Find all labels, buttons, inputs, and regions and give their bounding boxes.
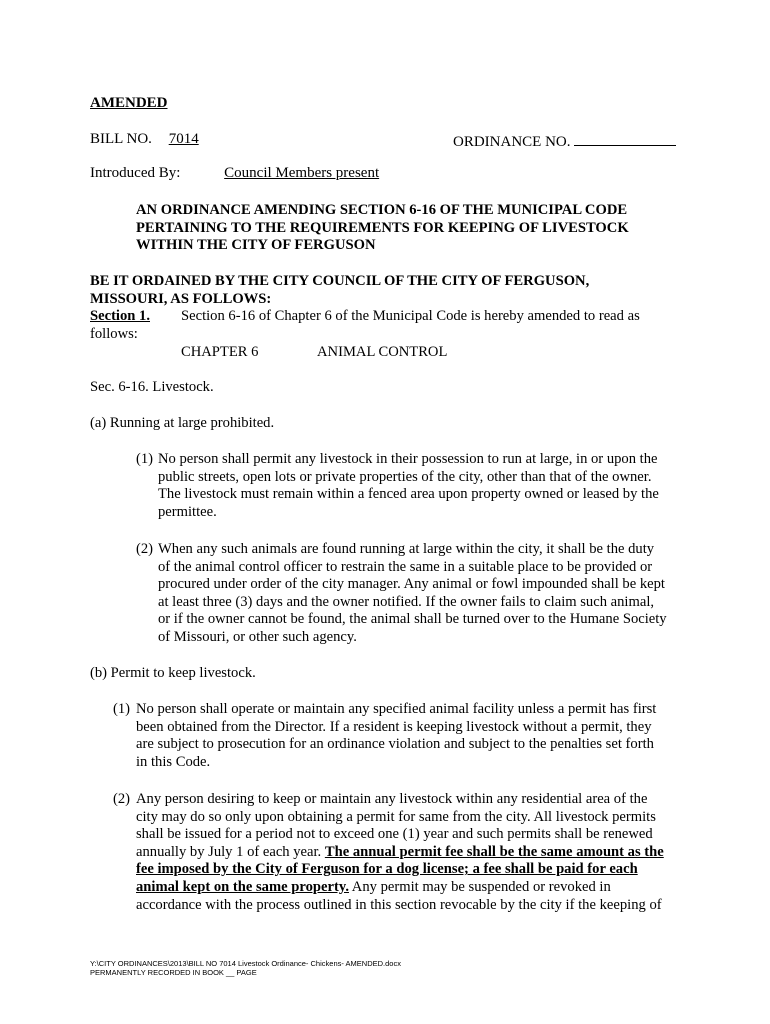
- paragraph-line: No person shall permit any livestock in their possession to run at large, in or upon the: [158, 451, 658, 467]
- subsection-b-item-2: [136, 791, 664, 914]
- bill-label: BILL NO.: [90, 131, 152, 147]
- ordained-clause: [90, 273, 589, 308]
- item-number: (2): [136, 541, 154, 557]
- subsection-a-heading: (a) Running at large prohibited.: [90, 415, 275, 431]
- footer-file-path: Y:\CITY ORDINANCES\2013\BILL NO 7014 Livestock Ordinance- Chickens- AMENDED.docx: [90, 959, 401, 968]
- footer-recorded: PERMANENTLY RECORDED IN BOOK __ PAGE: [90, 968, 257, 977]
- amendment-text: animal kept on the same property.: [136, 878, 349, 895]
- ordinance-title: [136, 202, 629, 255]
- title-line: WITHIN THE CITY OF FERGUSON: [136, 237, 376, 253]
- paragraph-line: city may do so only upon obtaining a permit for same from the city. All livestock permits: [136, 808, 656, 825]
- chapter-number: CHAPTER 6: [181, 344, 259, 360]
- ordinance-number-blank: [574, 131, 676, 146]
- item-number: (1): [136, 451, 154, 467]
- paragraph-line: in this Code.: [136, 753, 211, 770]
- paragraph-line: or if the owner cannot be found, the animal shall be turned over to the Humane Society: [158, 611, 667, 628]
- bill-number: 7014: [168, 131, 199, 147]
- ordinance-label: ORDINANCE NO.: [453, 134, 571, 150]
- paragraph-line: Any person desiring to keep or maintain any livestock within any residential area of the: [136, 791, 648, 807]
- ordained-line: BE IT ORDAINED BY THE CITY COUNCIL OF THE CITY OF FERGUSON,: [90, 273, 590, 289]
- ordinance-number-line: [453, 131, 676, 151]
- item-number: (1): [113, 701, 131, 717]
- paragraph-line: shall be issued for a period not to exceed one (1) year and such permits shall be renewed: [136, 826, 653, 843]
- paragraph-line: The livestock must remain within a fenced area upon property owned or leased by the: [158, 486, 659, 503]
- title-line: PERTAINING TO THE REQUIREMENTS FOR KEEPING OF LIVESTOCK: [136, 219, 629, 236]
- section-1-label: Section 1.: [90, 308, 150, 324]
- subsection-b-heading: (b) Permit to keep livestock.: [90, 665, 256, 681]
- paragraph-line: of the animal control officer to restrain the same in a suitable place to be provided or: [158, 558, 653, 575]
- paragraph-line: [136, 844, 664, 862]
- paragraph-line: at least three (3) days and the owner notified. If the owner fails to claim such animal,: [158, 593, 655, 610]
- paragraph-line: are subject to prosecution for an ordinance violation and subject to the penalties set forth: [136, 736, 654, 753]
- amended-heading: AMENDED: [90, 95, 168, 111]
- plain-text: annually by July 1 of each year.: [136, 843, 325, 860]
- subsection-b-item-1: [136, 701, 656, 771]
- section-1-text: Section 6-16 of Chapter 6 of the Municipal Code is hereby amended to read as: [181, 308, 640, 324]
- paragraph-line: of Missouri, or other such agency.: [158, 628, 357, 645]
- paragraph-line: procured under order of the city manager. Any animal or fowl impounded shall be kept: [158, 576, 665, 593]
- ordained-line: MISSOURI, AS FOLLOWS:: [90, 290, 272, 307]
- introduced-label: Introduced By:: [90, 165, 181, 181]
- section-heading: Sec. 6-16. Livestock.: [90, 379, 214, 395]
- chapter-title: ANIMAL CONTROL: [317, 344, 448, 360]
- section-1-text-cont: follows:: [90, 326, 138, 342]
- paragraph-line: permittee.: [158, 503, 217, 520]
- amendment-text: fee imposed by the City of Ferguson for a dog license; a fee shall be paid for each: [136, 861, 638, 878]
- amendment-text: The annual permit fee shall be the same amount as the: [324, 843, 664, 860]
- introduced-by-line: [90, 165, 494, 182]
- paragraph-line: No person shall operate or maintain any specified animal facility unless a permit has first: [136, 701, 657, 717]
- bill-number-line: [90, 131, 212, 148]
- introduced-value: Council Members present: [224, 165, 380, 181]
- paragraph-line: When any such animals are found running at large within the city, it shall be the duty: [158, 541, 655, 557]
- subsection-a-item-1: [158, 451, 659, 521]
- title-line: AN ORDINANCE AMENDING SECTION 6-16 OF THE MUNICIPAL CODE: [136, 202, 628, 218]
- paragraph-line: accordance with the process outlined in this section revocable by the city if the keeping of: [136, 896, 662, 913]
- paragraph-line: been obtained from the Director. If a resident is keeping livestock without a permit, they: [136, 718, 652, 735]
- item-number: (2): [113, 791, 131, 807]
- paragraph-line: [136, 879, 664, 897]
- subsection-a-item-2: [158, 541, 667, 647]
- paragraph-line: public streets, open lots or private properties of the city, other than that of the owner.: [158, 468, 652, 485]
- plain-text: Any permit may be suspended or revoked in: [348, 878, 611, 895]
